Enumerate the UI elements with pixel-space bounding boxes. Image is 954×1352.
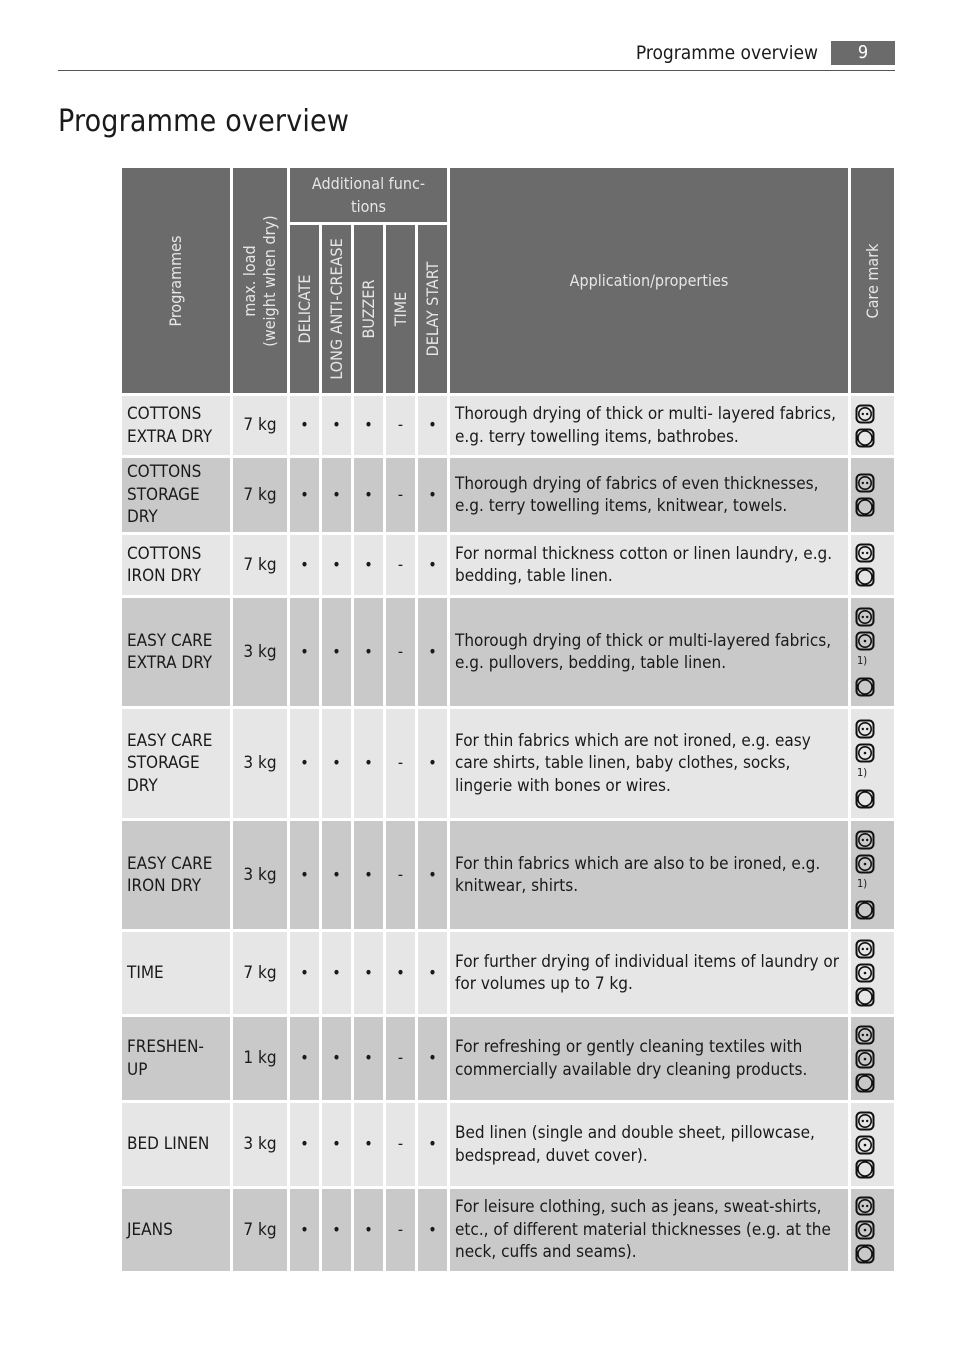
function-availability-mark: • <box>322 821 351 929</box>
footnote-reference: 1) <box>857 765 868 779</box>
max-load-value: 7 kg <box>233 1189 287 1271</box>
header-function-label: TIME <box>390 291 410 327</box>
function-availability-mark: • <box>322 1189 351 1271</box>
function-availability-mark: • <box>354 932 383 1014</box>
max-load-value: 7 kg <box>233 396 287 455</box>
tumble-dry-low-icon <box>855 631 875 651</box>
application-description <box>450 1017 848 1100</box>
function-availability-mark: • <box>322 932 351 1014</box>
function-availability-mark: • <box>322 709 351 818</box>
application-text: Thorough drying of fabrics of even thicknesses, e.g. terry towelling items, knitwear, towels. <box>455 473 819 516</box>
care-mark-cell <box>851 821 894 929</box>
function-availability-mark: • <box>418 396 447 455</box>
function-availability-mark: • <box>290 598 319 706</box>
tumble-dry-normal-icon <box>855 1025 875 1045</box>
application-text: For thin fabrics which are not ironed, e.g. easy care shirts, table linen, baby clothes, socks, lingerie with bones or wires. <box>455 730 811 796</box>
function-availability-mark: • <box>322 535 351 595</box>
care-mark-cell <box>851 458 894 532</box>
function-availability-mark: • <box>386 932 415 1014</box>
function-availability-mark: • <box>354 535 383 595</box>
application-text: Thorough drying of thick or multi-layered fabrics, e.g. pullovers, bedding, table linen. <box>455 630 832 673</box>
header-function-label: DELICATE <box>294 274 314 344</box>
care-mark-cell <box>851 1017 894 1100</box>
footnote-reference: 1) <box>857 877 868 890</box>
header-max-load-label <box>240 215 280 346</box>
tumble-dry-normal-icon <box>855 1111 875 1131</box>
header-care-mark-label: Care mark <box>862 243 882 318</box>
function-availability-mark: • <box>290 709 319 818</box>
application-description <box>450 396 848 455</box>
programme-name: EASY CARE EXTRA DRY <box>122 598 230 706</box>
function-availability-mark: • <box>418 458 447 532</box>
function-availability-mark: • <box>322 1103 351 1186</box>
tumble-dry-low-icon <box>855 963 875 983</box>
function-availability-mark: • <box>290 1189 319 1271</box>
function-availability-mark: • <box>354 598 383 706</box>
tumble-dry-icon <box>855 1073 875 1093</box>
header-programmes <box>122 168 230 393</box>
tumble-dry-icon <box>855 428 875 448</box>
tumble-dry-icon <box>855 900 875 920</box>
care-mark-cell <box>851 598 894 706</box>
application-text: For normal thickness cotton or linen laundry, e.g. bedding, table linen. <box>455 543 833 586</box>
function-availability-mark: • <box>354 1103 383 1186</box>
tumble-dry-icon <box>855 789 875 809</box>
function-availability-mark: • <box>322 1017 351 1100</box>
function-availability-mark: - <box>386 598 415 706</box>
header-function-delay-start <box>418 225 447 393</box>
programme-name: JEANS <box>122 1189 230 1271</box>
programme-name: COTTONS IRON DRY <box>122 535 230 595</box>
tumble-dry-normal-icon <box>855 830 875 850</box>
max-load-value: 3 kg <box>233 1103 287 1186</box>
max-load-value: 7 kg <box>233 458 287 532</box>
max-load-value: 3 kg <box>233 709 287 818</box>
tumble-dry-icon <box>855 1159 875 1179</box>
max-load-value: 7 kg <box>233 535 287 595</box>
function-availability-mark: - <box>386 709 415 818</box>
application-description <box>450 1103 848 1186</box>
function-availability-mark: • <box>322 458 351 532</box>
programme-name: COTTONS STORAGE DRY <box>122 458 230 532</box>
tumble-dry-low-icon <box>855 1049 875 1069</box>
tumble-dry-low-icon <box>855 1135 875 1155</box>
function-availability-mark: • <box>418 821 447 929</box>
function-availability-mark: • <box>418 598 447 706</box>
header-application <box>450 168 848 393</box>
application-description <box>450 821 848 929</box>
care-mark-cell <box>851 1189 894 1271</box>
application-text: For thin fabrics which are also to be ironed, e.g. knitwear, shirts. <box>455 853 821 896</box>
header-function-label: LONG ANTI-CREASE <box>326 238 346 380</box>
function-availability-mark: • <box>418 709 447 818</box>
header-additional-functions-line1: Additional func- <box>311 174 426 193</box>
function-availability-mark: • <box>290 821 319 929</box>
programme-name: COTTONS EXTRA DRY <box>122 396 230 455</box>
header-application-label: Application/properties <box>569 271 729 290</box>
tumble-dry-normal-icon <box>855 543 875 563</box>
programme-name: BED LINEN <box>122 1103 230 1186</box>
header-max-load <box>233 168 287 393</box>
application-description <box>450 458 848 532</box>
application-text: For leisure clothing, such as jeans, sweat-shirts, etc., of different material thicknesses (e.g. at the neck, cuffs and seams). <box>455 1197 831 1263</box>
care-mark-cell <box>851 1103 894 1186</box>
tumble-dry-normal-icon <box>855 1196 875 1216</box>
header-function-delicate <box>290 225 319 393</box>
function-availability-mark: • <box>354 396 383 455</box>
tumble-dry-icon <box>855 1244 875 1264</box>
function-availability-mark: - <box>386 535 415 595</box>
tumble-dry-low-icon <box>855 854 875 874</box>
tumble-dry-normal-icon <box>855 939 875 959</box>
header-function-buzzer <box>354 225 383 393</box>
max-load-value: 3 kg <box>233 598 287 706</box>
application-description <box>450 1189 848 1271</box>
programme-name: EASY CARE STORAGE DRY <box>122 709 230 818</box>
function-availability-mark: • <box>354 1189 383 1271</box>
header-max-load-line1: max. load <box>240 244 259 317</box>
header-divider <box>58 70 895 71</box>
function-availability-mark: - <box>386 1103 415 1186</box>
application-text: For refreshing or gently cleaning textiles with commercially available dry cleaning products. <box>455 1037 808 1080</box>
application-text: Bed linen (single and double sheet, pillowcase, bedspread, duvet cover). <box>455 1123 815 1166</box>
function-availability-mark: • <box>418 1103 447 1186</box>
function-availability-mark: • <box>322 396 351 455</box>
programme-name: EASY CARE IRON DRY <box>122 821 230 929</box>
programme-name: TIME <box>122 932 230 1014</box>
function-availability-mark: • <box>290 1103 319 1186</box>
header-care-mark <box>851 168 894 393</box>
function-availability-mark: • <box>290 458 319 532</box>
care-mark-cell <box>851 709 894 818</box>
function-availability-mark: • <box>354 458 383 532</box>
header-function-label: DELAY START <box>422 261 442 357</box>
tumble-dry-normal-icon <box>855 719 875 739</box>
application-text: For further drying of individual items of laundry or for volumes up to 7 kg. <box>455 951 840 994</box>
running-header-title: Programme overview <box>635 42 818 64</box>
application-description <box>450 598 848 706</box>
page-title: Programme overview <box>58 104 350 139</box>
function-availability-mark: • <box>354 1017 383 1100</box>
function-availability-mark: • <box>290 932 319 1014</box>
function-availability-mark: • <box>418 535 447 595</box>
application-description <box>450 932 848 1014</box>
header-max-load-line2: (weight when dry) <box>260 214 279 347</box>
header-function-long-anti-crease <box>322 225 351 393</box>
header-function-time <box>386 225 415 393</box>
function-availability-mark: • <box>290 1017 319 1100</box>
max-load-value: 1 kg <box>233 1017 287 1100</box>
programme-name: FRESHEN- UP <box>122 1017 230 1100</box>
function-availability-mark: - <box>386 396 415 455</box>
application-description <box>450 535 848 595</box>
header-function-label: BUZZER <box>358 279 378 339</box>
tumble-dry-icon <box>855 987 875 1007</box>
function-availability-mark: • <box>354 821 383 929</box>
function-availability-mark: • <box>418 1017 447 1100</box>
function-availability-mark: - <box>386 458 415 532</box>
tumble-dry-icon <box>855 677 875 697</box>
care-mark-cell <box>851 535 894 595</box>
header-additional-functions <box>290 168 447 222</box>
header-additional-functions-line2: tions <box>350 197 387 216</box>
function-availability-mark: • <box>290 396 319 455</box>
function-availability-mark: • <box>418 932 447 1014</box>
page-number: 9 <box>831 41 895 65</box>
function-availability-mark: - <box>386 821 415 929</box>
max-load-value: 7 kg <box>233 932 287 1014</box>
function-availability-mark: - <box>386 1189 415 1271</box>
tumble-dry-icon <box>855 497 875 517</box>
application-text: Thorough drying of thick or multi- layered fabrics, e.g. terry towelling items, bathrobes. <box>455 404 836 447</box>
max-load-value: 3 kg <box>233 821 287 929</box>
tumble-dry-low-icon <box>855 743 875 763</box>
tumble-dry-icon <box>855 567 875 587</box>
footnote-reference: 1) <box>857 654 868 667</box>
function-availability-mark: • <box>418 1189 447 1271</box>
care-mark-cell <box>851 396 894 455</box>
header-programmes-label: Programmes <box>166 234 185 327</box>
application-description <box>450 709 848 818</box>
tumble-dry-normal-icon <box>855 607 875 627</box>
function-availability-mark: • <box>290 535 319 595</box>
function-availability-mark: • <box>322 598 351 706</box>
tumble-dry-normal-icon <box>855 473 875 493</box>
care-mark-cell <box>851 932 894 1014</box>
function-availability-mark: - <box>386 1017 415 1100</box>
tumble-dry-low-icon <box>855 1220 875 1240</box>
function-availability-mark: • <box>354 709 383 818</box>
tumble-dry-normal-icon <box>855 404 875 424</box>
